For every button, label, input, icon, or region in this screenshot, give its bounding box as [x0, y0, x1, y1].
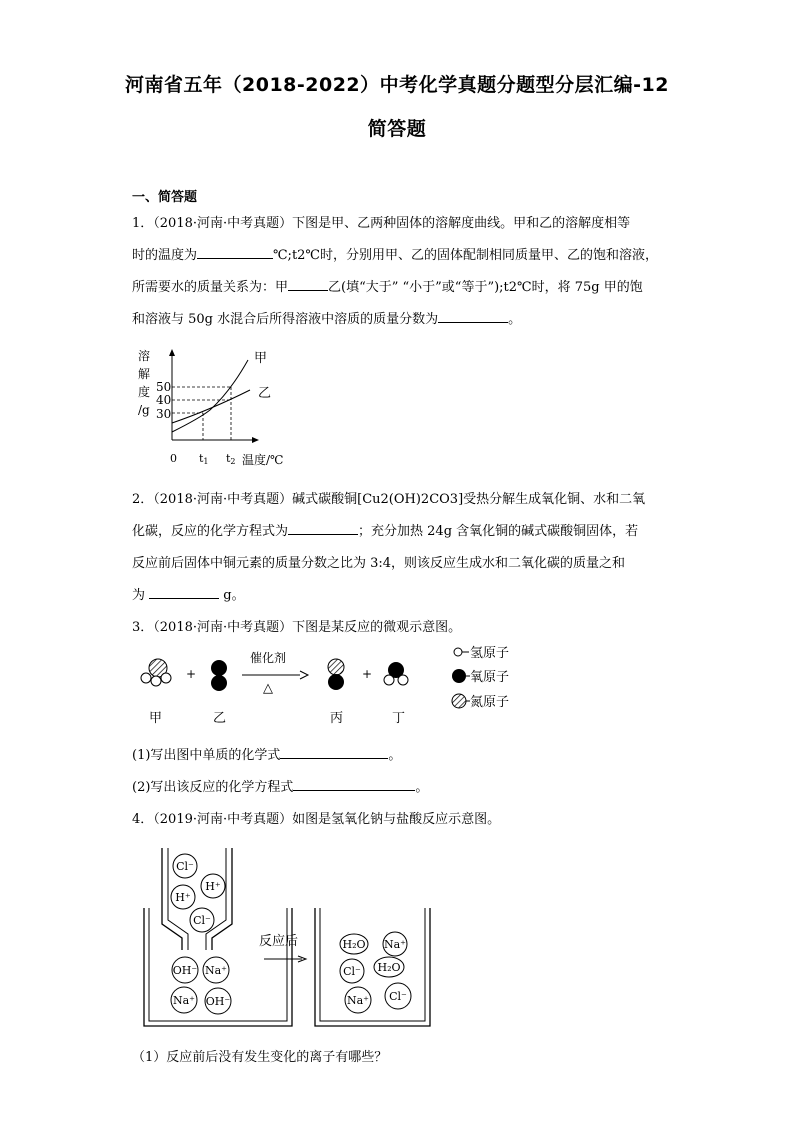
beaker-after-inner: [320, 908, 425, 1021]
legend-label: 氮原子: [470, 695, 510, 710]
q2-line1: 2．（2018·河南·中考真题）碱式碳酸铜[Cu2(OH)2CO3]受热分解生成氧化铜、水和二氧: [132, 492, 646, 507]
q3-sub2: [132, 776, 428, 795]
y-axis-label: [138, 348, 150, 417]
funnel-ion: [201, 874, 225, 898]
legend-label: 氢原子: [470, 646, 510, 661]
ion-label: H⁺: [175, 891, 191, 904]
molecule-jia: [141, 659, 171, 686]
q2-answer-blank-1[interactable]: [288, 520, 358, 535]
beaker-ion: [340, 959, 364, 983]
y-axis-label-char: 溶: [138, 349, 151, 363]
beaker-ion: [340, 934, 368, 954]
y-tick-label: 50: [156, 380, 172, 394]
q1-line3: [132, 276, 643, 295]
beaker-ion: [205, 988, 231, 1014]
q4-sub1: （1）反应前后没有发生变化的离子有哪些？: [132, 1050, 388, 1065]
q2-line4-text-a: 为: [132, 588, 146, 603]
q3-sub1-text-b: 。: [388, 748, 402, 763]
heat-symbol: △: [263, 681, 273, 696]
catalyst-label: 催化剂: [250, 651, 287, 665]
neutralization-diagram: [140, 846, 440, 1031]
curve-jia-label: 甲: [254, 351, 268, 366]
q2-line2: [132, 520, 638, 539]
x-tick-t: t: [226, 452, 231, 465]
funnel-ion: [173, 854, 197, 878]
molecule-label: 乙: [213, 711, 227, 726]
molecule-ding: [384, 662, 408, 685]
legend-nitrogen-icon: [452, 694, 466, 708]
molecule-yi: [211, 660, 227, 691]
q3-answer-blank-1[interactable]: [280, 744, 388, 759]
x-tick-sub: 2: [230, 457, 236, 466]
plus-sign: +: [362, 667, 373, 681]
beaker-ion: [374, 957, 404, 977]
solubility-curve-figure: [130, 340, 300, 470]
q1-line3-text-a: 所需要水的质量关系为：甲: [132, 280, 289, 295]
reaction-microscopic-diagram: [130, 640, 550, 730]
q3-answer-blank-2[interactable]: [293, 776, 415, 791]
q2-line4: [132, 584, 245, 603]
beaker-ion: [203, 957, 229, 983]
q4-line1: 4．（2019·河南·中考真题）如图是氢氧化钠与盐酸反应示意图。: [132, 812, 501, 827]
x-tick-t: t: [199, 452, 204, 465]
reaction-arrow: [242, 671, 308, 679]
molecule-bing: [328, 659, 344, 690]
molecule-label: 丙: [330, 711, 344, 726]
y-axis-label-char: 度: [138, 385, 151, 399]
ion-label: OH⁻: [205, 995, 231, 1008]
x-tick-label: [199, 452, 209, 466]
ion-label: H₂O: [377, 961, 401, 974]
q1-answer-blank-2[interactable]: [288, 276, 328, 291]
section-heading: 一、简答题: [132, 190, 198, 205]
q2-line3: 反应前后固体中铜元素的质量分数之比为 3:4，则该反应生成水和二氧化碳的质量之和: [132, 556, 626, 571]
legend-hydrogen-icon: [454, 648, 462, 656]
q1-line4: [132, 308, 521, 327]
beaker-ion: [385, 983, 411, 1009]
legend-oxygen-icon: [452, 669, 466, 683]
ion-label: H₂O: [342, 938, 366, 951]
q2-line2-text-a: 化碳，反应的化学方程式为: [132, 524, 289, 539]
beaker-ion: [383, 932, 407, 956]
q3-sub2-text-a: (2)写出该反应的化学方程式: [132, 780, 294, 795]
y-tick-label: 30: [156, 407, 172, 421]
q3-sub1-text-a: (1)写出图中单质的化学式: [132, 748, 281, 763]
q3-sub1: [132, 744, 401, 763]
q1-line3-text-b: 乙(填“大于” “小于”或“等于”);t2℃时，将 75g 甲的饱: [328, 280, 643, 295]
ion-label: Na⁺: [205, 964, 227, 977]
q1-line1: 1．（2018·河南·中考真题）下图是甲、乙两种固体的溶解度曲线。甲和乙的溶解度相等: [132, 216, 631, 231]
beaker-ion: [345, 987, 371, 1013]
q3-line1: 3．（2018·河南·中考真题）下图是某反应的微观示意图。: [132, 620, 462, 635]
q2-answer-blank-2[interactable]: [149, 584, 219, 599]
ion-label: Cl⁻: [389, 990, 407, 1003]
molecule-label: 丁: [392, 711, 406, 726]
q1-answer-blank-1[interactable]: [197, 244, 273, 259]
ion-label: Cl⁻: [343, 965, 361, 978]
funnel-ion: [190, 908, 214, 932]
q1-answer-blank-3[interactable]: [438, 308, 508, 323]
plus-sign: +: [186, 667, 197, 681]
molecule-label: 甲: [149, 711, 163, 726]
ion-label: Na⁺: [173, 994, 195, 1007]
x-tick-sub: 1: [203, 457, 209, 466]
q1-line4-text-a: 和溶液与 50g 水混合后所得溶液中溶质的质量分数为: [132, 312, 439, 327]
y-axis-label-char: 解: [138, 367, 151, 381]
document-title-line2: 简答题: [367, 118, 427, 140]
curve-yi: [172, 390, 250, 423]
beaker-after: [315, 908, 430, 1026]
reaction-arrow-label: 反应后: [259, 934, 299, 949]
q3-sub2-text-b: 。: [415, 780, 429, 795]
q2-line2-text-b: ；充分加热 24g 含氧化铜的碱式碳酸铜固体，若: [358, 524, 639, 539]
ion-label: Cl⁻: [193, 914, 211, 927]
x-axis-label: 温度/℃: [242, 453, 284, 467]
ion-label: OH⁻: [172, 964, 198, 977]
q1-line2-text-a: 时的温度为: [132, 248, 198, 263]
q1-line4-text-b: 。: [508, 312, 522, 327]
ion-label: Na⁺: [384, 938, 406, 951]
ion-label: Cl⁻: [176, 860, 194, 873]
beaker-ion: [172, 957, 198, 983]
q1-line2: [132, 244, 658, 263]
x-tick-label: 0: [170, 452, 177, 465]
q2-line4-text-b: g。: [223, 588, 245, 603]
legend: [452, 646, 509, 710]
document-title-line1: 河南省五年（2018-2022）中考化学真题分题型分层汇编-12: [125, 74, 669, 96]
x-tick-label: [226, 452, 236, 466]
y-tick-label: 40: [156, 393, 172, 407]
burette-right-wall: [212, 848, 232, 950]
ion-label: H⁺: [205, 880, 221, 893]
q1-line2-text-b: ℃;t2℃时，分别用甲、乙的固体配制相同质量甲、乙的饱和溶液，: [273, 248, 658, 263]
beaker-ion: [171, 987, 197, 1013]
curve-yi-label: 乙: [258, 386, 272, 401]
legend-label: 氧原子: [470, 670, 510, 685]
funnel-ion: [171, 885, 195, 909]
ion-label: Na⁺: [347, 994, 369, 1007]
y-axis-label-char: /g: [138, 403, 150, 417]
